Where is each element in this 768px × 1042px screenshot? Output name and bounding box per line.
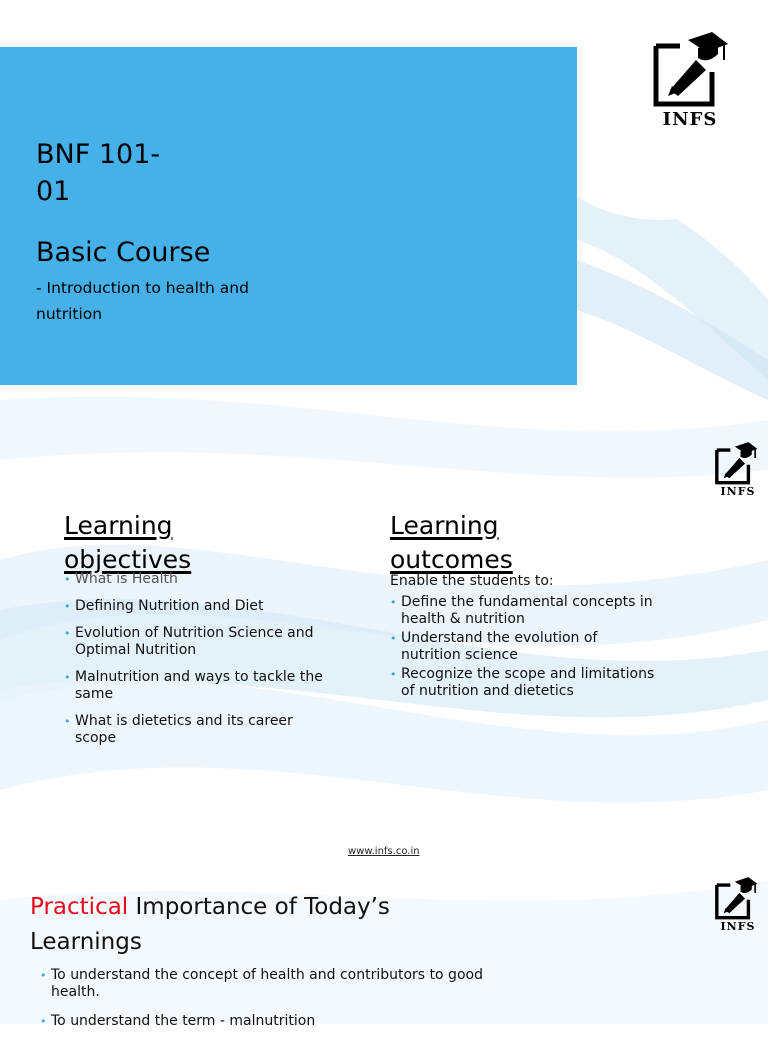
course-title: Basic Course: [36, 237, 211, 268]
practical-heading-highlight: Practical: [30, 894, 129, 920]
practical-list: [40, 967, 520, 1042]
list-item: • Define the fundamental concepts in health & nutrition: [390, 594, 700, 628]
course-code-line2: 01: [36, 176, 71, 207]
list-item: • To understand the term - malnutrition: [40, 1013, 520, 1030]
list-item: • Understand the evolution of nutrition science: [390, 630, 621, 664]
footer-link[interactable]: www.infs.co.in: [348, 846, 420, 857]
list-item: • What is dietetics and its career scope: [64, 713, 334, 747]
outcomes-heading: [390, 509, 513, 577]
list-item: • Recognize the scope and limitations of nutrition and dietetics: [390, 666, 671, 700]
objectives-heading-line1: Learning: [64, 511, 173, 540]
course-code: [36, 136, 256, 210]
course-subtitle: - Introduction to health and nutrition: [36, 279, 249, 323]
practical-heading: [30, 890, 460, 960]
objectives-heading: [64, 509, 191, 577]
outcomes-list: [390, 594, 700, 702]
objectives-list: [64, 571, 334, 757]
infs-logo-small-2: [713, 876, 763, 933]
list-item: • What is Health: [64, 571, 334, 588]
pen-graduation-cap-icon: [713, 876, 759, 920]
outcomes-heading-line2: outcomes: [390, 545, 513, 574]
infs-logo: [650, 30, 730, 130]
outcomes-heading-line1: Learning: [390, 511, 499, 540]
logo-text: INFS: [720, 920, 756, 933]
course-code-line1: BNF 101-: [36, 139, 161, 170]
pen-graduation-cap-icon: [650, 30, 730, 108]
pen-graduation-cap-icon: [713, 441, 759, 485]
list-item: • Defining Nutrition and Diet: [64, 598, 334, 615]
title-panel: [0, 47, 577, 385]
logo-text: INFS: [662, 109, 718, 130]
outcomes-intro: Enable the students to:: [390, 573, 554, 589]
logo-text: INFS: [720, 485, 756, 498]
list-item: • Malnutrition and ways to tackle the same: [64, 669, 334, 703]
infs-logo-small: [713, 441, 763, 498]
list-item: • To understand the concept of health and contributors to good health.: [40, 967, 520, 1001]
list-item: • Evolution of Nutrition Science and Optimal Nutrition: [64, 625, 334, 659]
practical-heading-rest: Importance of Today’s Learnings: [30, 894, 390, 955]
objectives-heading-line2: objectives: [64, 545, 192, 574]
